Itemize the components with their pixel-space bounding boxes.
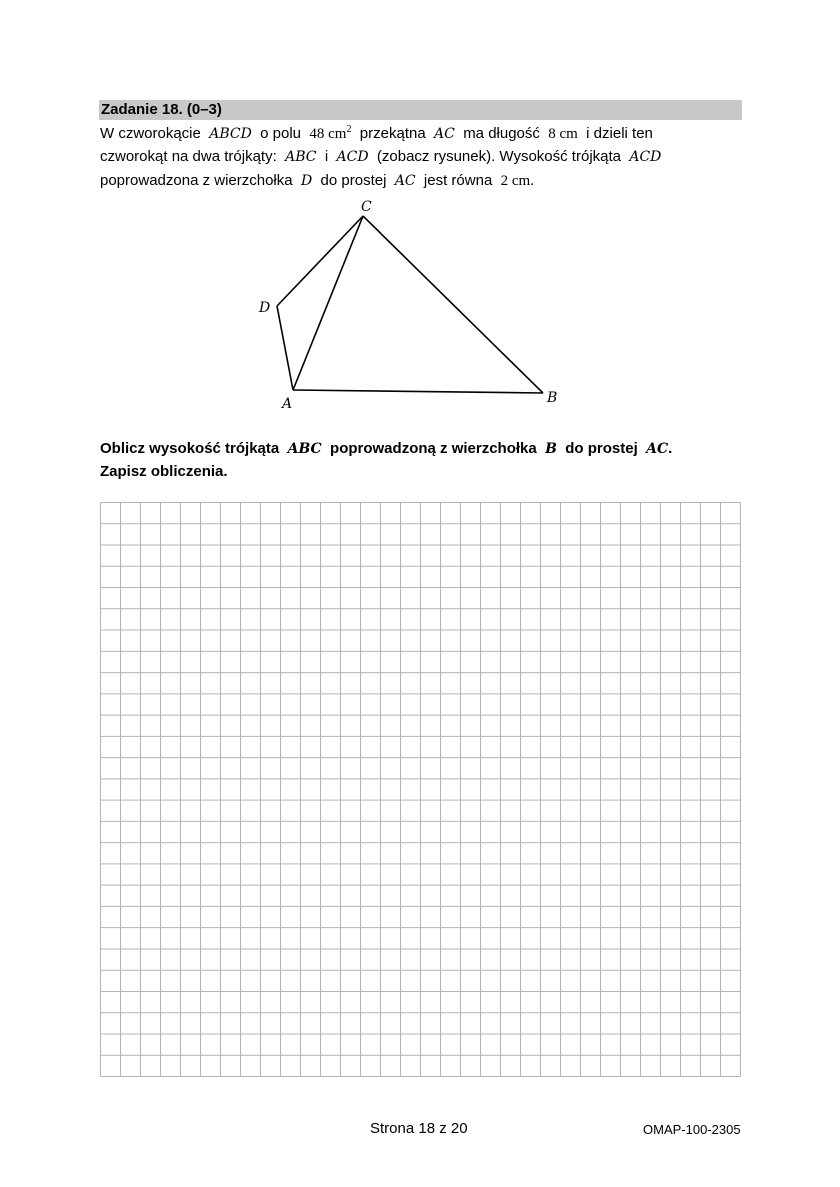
question-period: .	[668, 440, 673, 457]
intro-text: do prostej	[320, 172, 387, 189]
intro-line-3	[100, 172, 534, 190]
math-abc: ABC	[287, 441, 322, 457]
intro-text: W czworokącie	[100, 125, 201, 142]
task-header: Zadanie 18. (0–3)	[101, 101, 222, 118]
intro-text: o polu	[260, 125, 302, 142]
intro-text: i	[324, 148, 329, 165]
intro-text: ma długość	[463, 125, 540, 142]
question-text: poprowadzoną z wierzchołka	[330, 440, 537, 457]
intro-text: przekątna	[359, 125, 426, 142]
math-d: D	[300, 173, 313, 189]
height-value: 2	[500, 173, 509, 189]
edge-cd	[277, 216, 363, 306]
math-ac: AC	[394, 173, 416, 189]
edge-da	[277, 306, 293, 390]
vertex-label-a: A	[282, 396, 293, 412]
answer-grid[interactable]	[100, 502, 741, 1077]
vertex-label-d: D	[259, 300, 271, 316]
quadrilateral-figure	[240, 195, 570, 415]
question-text: Oblicz wysokość trójkąta	[100, 440, 280, 457]
math-abcd: ABCD	[209, 126, 252, 142]
length-unit: cm	[559, 126, 578, 142]
exam-code: OMAP-100-2305	[643, 1122, 741, 1137]
math-ac: AC	[434, 126, 455, 142]
intro-line-1	[100, 124, 653, 143]
question-line-2: Zapisz obliczenia.	[100, 463, 228, 480]
intro-text: i dzieli ten	[586, 125, 653, 142]
intro-text: jest równa	[423, 172, 493, 189]
intro-text: poprowadzona z wierzchołka	[100, 172, 293, 189]
height-unit: cm.	[511, 173, 534, 189]
length-value: 8	[548, 126, 556, 142]
area-value: 48	[309, 126, 325, 142]
edge-bc	[363, 216, 543, 393]
math-b: B	[545, 441, 557, 457]
vertex-label-b: B	[547, 390, 558, 406]
math-acd: ACD	[629, 149, 662, 165]
diagonal-ac	[293, 216, 363, 390]
edge-ab	[293, 390, 543, 393]
intro-line-2	[100, 148, 661, 165]
math-acd: ACD	[336, 149, 369, 165]
math-ac: AC	[646, 441, 669, 457]
question-line-1	[100, 440, 672, 457]
area-unit: cm	[328, 126, 347, 142]
vertex-label-c: C	[361, 199, 372, 215]
intro-text: czworokąt na dwa trójkąty:	[100, 148, 277, 165]
question-text: do prostej	[565, 440, 638, 457]
math-abc: ABC	[285, 149, 317, 165]
area-exponent: 2	[346, 124, 352, 135]
intro-text: (zobacz rysunek). Wysokość trójkąta	[376, 148, 621, 165]
page-number: Strona 18 z 20	[370, 1120, 468, 1137]
task-header-bar	[99, 100, 742, 120]
